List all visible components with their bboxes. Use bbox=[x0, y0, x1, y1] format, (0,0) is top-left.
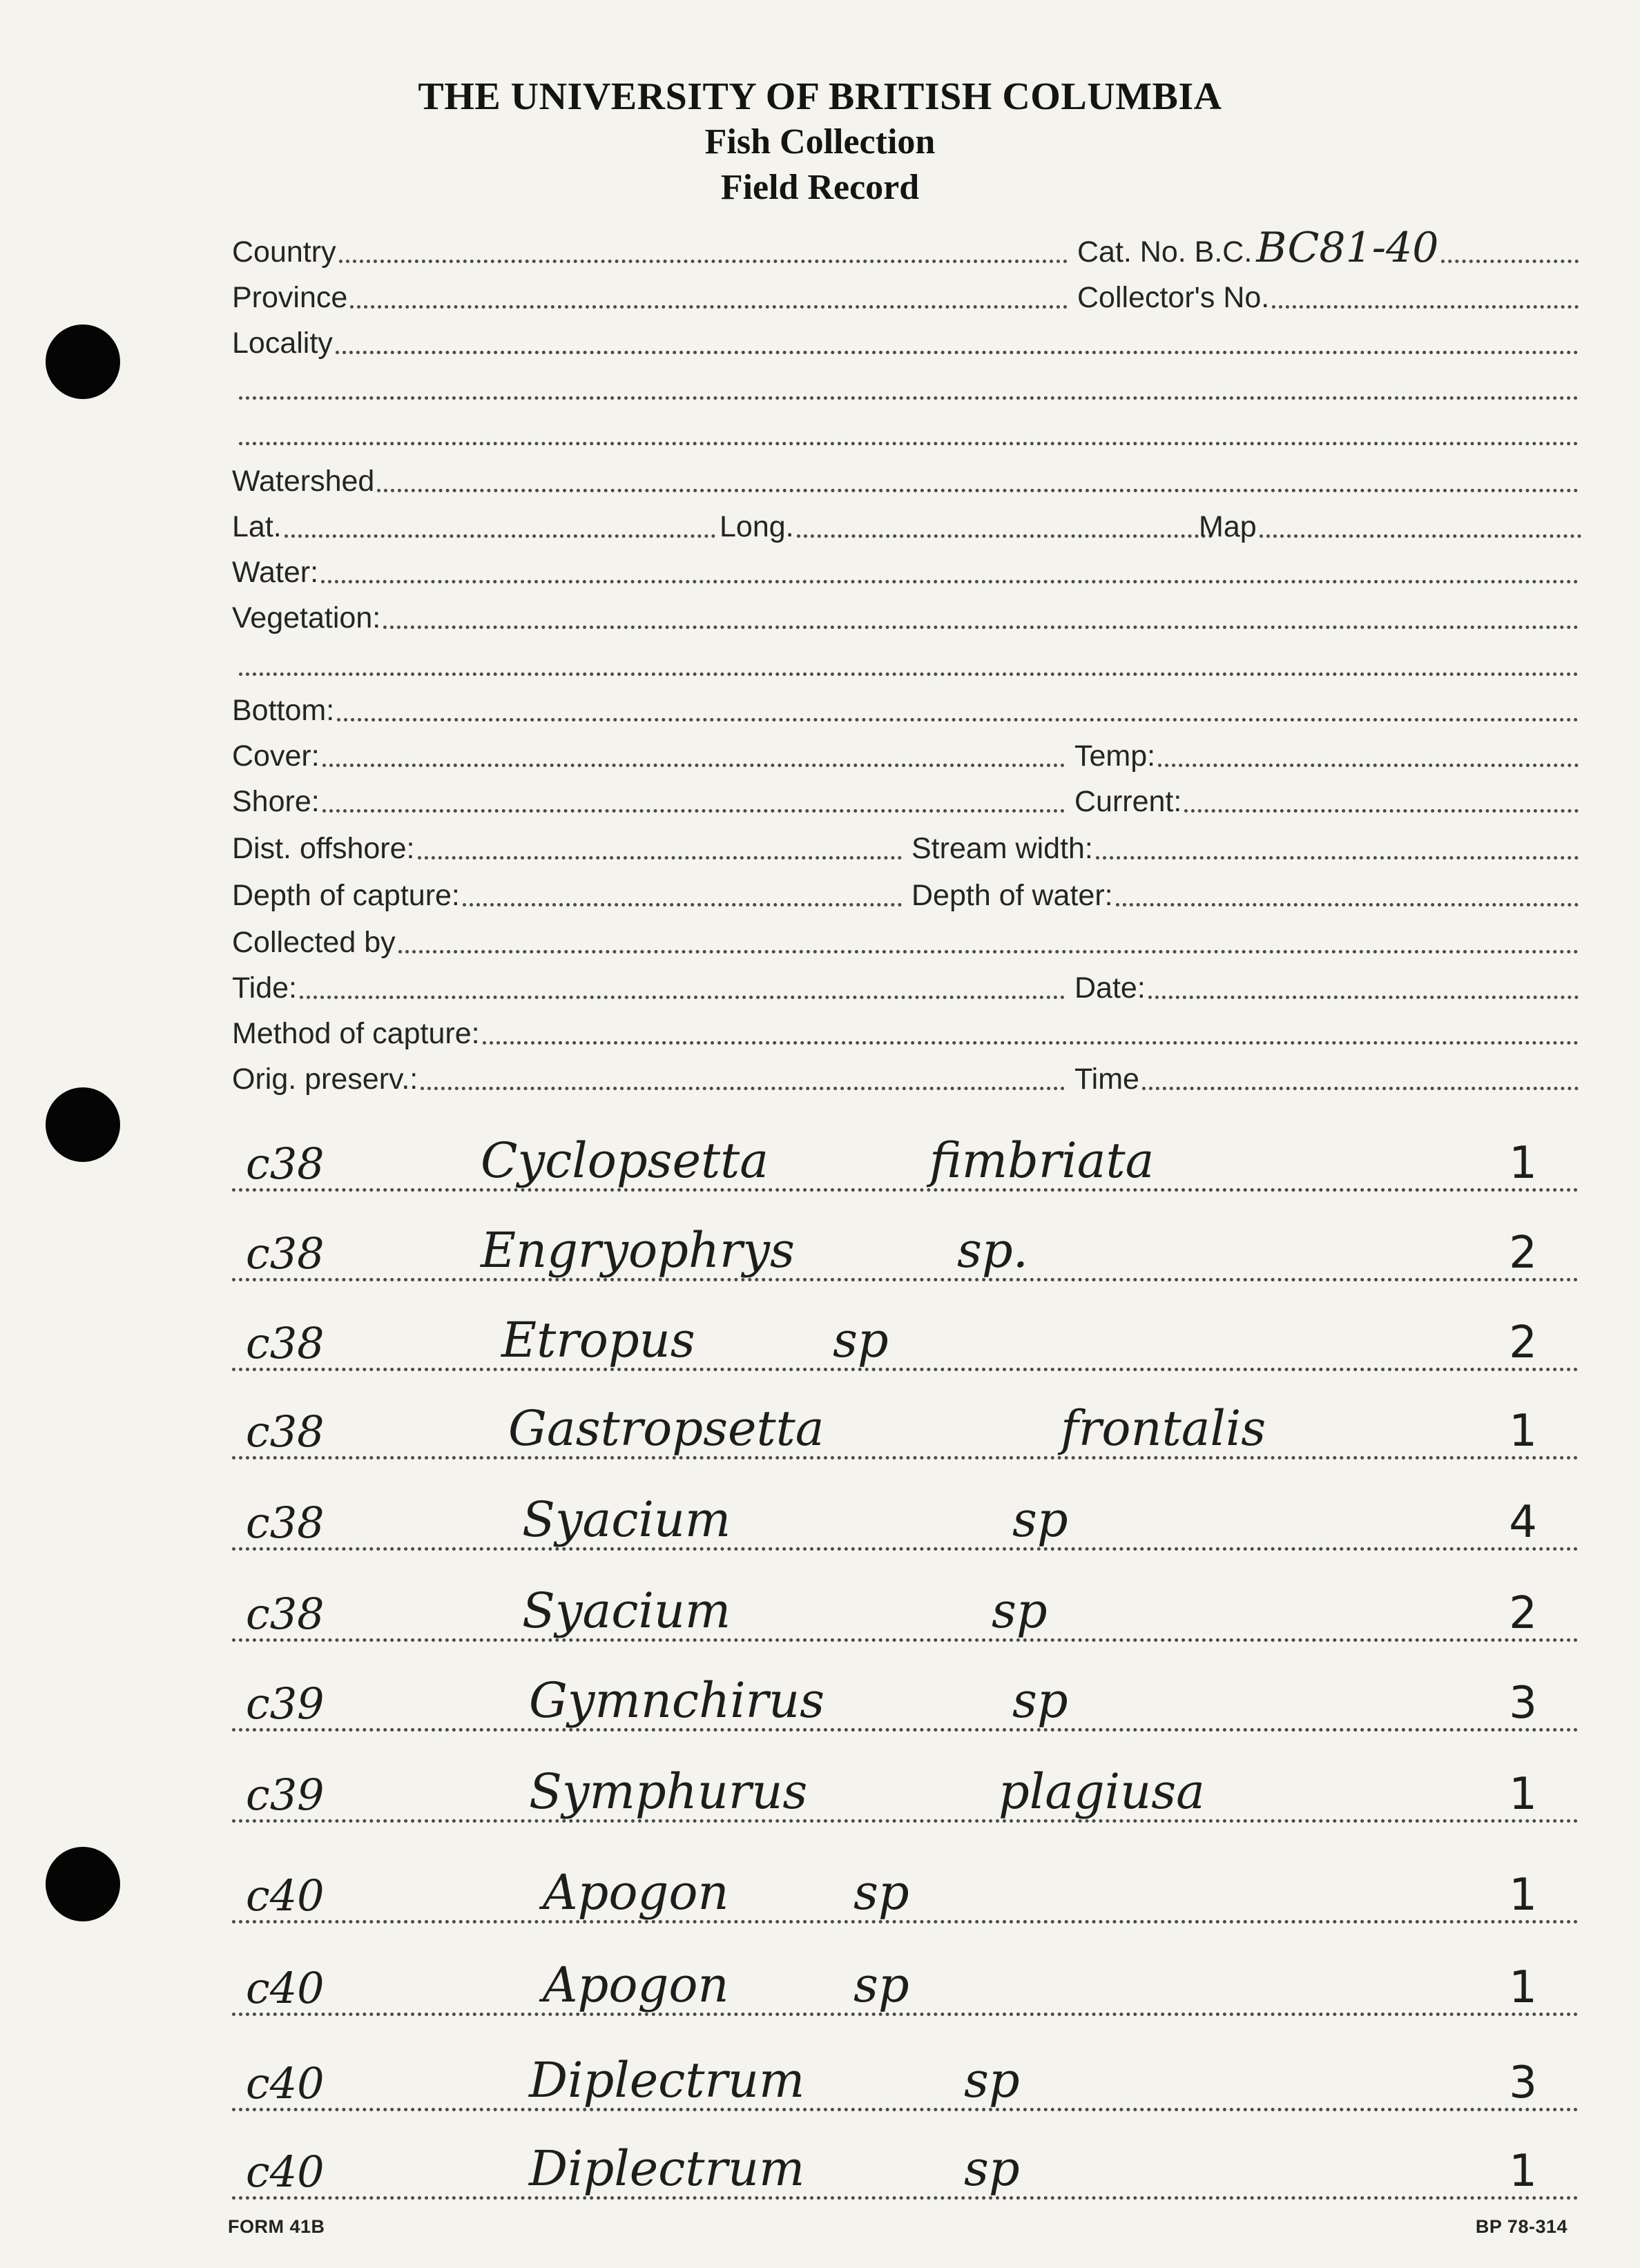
station-code: c38 bbox=[246, 1498, 325, 1548]
vegetation-label: Vegetation: bbox=[232, 601, 381, 634]
depth-capture-label: Depth of capture: bbox=[232, 879, 460, 912]
station-code: c40 bbox=[246, 2146, 325, 2197]
cat-no-field[interactable] bbox=[1077, 224, 1579, 272]
bottom-label: Bottom: bbox=[232, 694, 335, 727]
depth-water-label: Depth of water: bbox=[911, 879, 1113, 912]
specimen-count: 2 bbox=[1509, 1317, 1537, 1368]
specimen-count: 3 bbox=[1509, 2057, 1537, 2109]
species-name: sp bbox=[1012, 1491, 1068, 1548]
stream-width-field[interactable] bbox=[911, 827, 1579, 866]
collected-by-label: Collected by bbox=[232, 926, 396, 959]
tide-field[interactable] bbox=[232, 967, 1065, 1005]
row-collected-by bbox=[232, 921, 1579, 960]
specimen-entry bbox=[232, 2133, 1579, 2200]
species-name: sp. bbox=[957, 1222, 1028, 1279]
genus-name: Gastropsetta bbox=[508, 1400, 824, 1457]
genus-name: Syacium bbox=[522, 1582, 731, 1639]
specimen-count: 1 bbox=[1509, 1769, 1537, 1820]
specimen-entry bbox=[232, 1393, 1579, 1460]
watershed-field[interactable] bbox=[232, 460, 1579, 498]
long-field[interactable] bbox=[720, 505, 1213, 544]
specimen-count: 4 bbox=[1509, 1497, 1537, 1548]
specimen-count: 1 bbox=[1509, 1138, 1537, 1189]
species-name: fimbriata bbox=[929, 1132, 1155, 1189]
species-name: sp bbox=[853, 1864, 909, 1921]
country-field[interactable] bbox=[232, 231, 1068, 269]
genus-name: Gymnchirus bbox=[529, 1672, 825, 1729]
orig-preserv-label: Orig. preserv.: bbox=[232, 1063, 418, 1096]
vegetation-line-2[interactable] bbox=[232, 643, 1579, 682]
specimen-count: 1 bbox=[1509, 2146, 1537, 2197]
locality-line-2[interactable] bbox=[232, 367, 1579, 406]
genus-name: Cyclopsetta bbox=[481, 1132, 769, 1189]
specimen-count: 1 bbox=[1509, 1962, 1537, 2013]
dist-offshore-label: Dist. offshore: bbox=[232, 832, 415, 865]
specimen-entry bbox=[232, 1125, 1579, 1192]
genus-name: Engryophrys bbox=[481, 1222, 795, 1279]
locality-field[interactable] bbox=[232, 322, 1579, 360]
specimen-entry bbox=[232, 1576, 1579, 1642]
species-name: sp bbox=[992, 1582, 1048, 1639]
current-field[interactable] bbox=[1074, 780, 1579, 819]
cover-field[interactable] bbox=[232, 735, 1065, 773]
row-locality bbox=[232, 322, 1579, 360]
station-code: c38 bbox=[246, 1138, 325, 1189]
station-code: c38 bbox=[246, 1406, 325, 1457]
water-field[interactable] bbox=[232, 551, 1579, 590]
locality-label: Locality bbox=[232, 327, 333, 360]
station-code: c40 bbox=[246, 2058, 325, 2109]
binder-hole-bottom bbox=[46, 1847, 120, 1921]
specimen-entry bbox=[232, 1484, 1579, 1551]
row-province bbox=[232, 276, 1579, 315]
row-dist-offshore bbox=[232, 827, 1579, 866]
temp-field[interactable] bbox=[1074, 735, 1579, 773]
locality-line-3[interactable] bbox=[232, 413, 1579, 452]
province-label: Province bbox=[232, 281, 348, 314]
station-code: c38 bbox=[246, 1228, 325, 1279]
depth-water-field[interactable] bbox=[911, 874, 1579, 913]
vegetation-field[interactable] bbox=[232, 597, 1579, 635]
row-vegetation bbox=[232, 597, 1579, 635]
genus-name: Syacium bbox=[522, 1491, 731, 1548]
row-preserv bbox=[232, 1058, 1579, 1096]
date-field[interactable] bbox=[1074, 967, 1579, 1005]
genus-name: Symphurus bbox=[529, 1763, 808, 1820]
date-label: Date: bbox=[1074, 971, 1146, 1005]
collector-no-label: Collector's No. bbox=[1077, 281, 1270, 314]
orig-preserv-field[interactable] bbox=[232, 1058, 1065, 1096]
station-code: c38 bbox=[246, 1318, 325, 1368]
shore-label: Shore: bbox=[232, 785, 320, 818]
station-code: c39 bbox=[246, 1678, 325, 1729]
row-depth bbox=[232, 874, 1579, 913]
specimen-entry bbox=[232, 1665, 1579, 1732]
cat-no-label: Cat. No. B.C. bbox=[1077, 235, 1253, 269]
specimen-count: 1 bbox=[1509, 1406, 1537, 1457]
row-watershed bbox=[232, 460, 1579, 498]
method-field[interactable] bbox=[232, 1012, 1579, 1051]
species-name: sp bbox=[1012, 1672, 1068, 1729]
water-label: Water: bbox=[232, 556, 319, 589]
species-name: sp bbox=[833, 1312, 889, 1368]
row-country bbox=[232, 224, 1579, 272]
species-name: frontalis bbox=[1061, 1400, 1266, 1457]
specimen-count: 2 bbox=[1509, 1588, 1537, 1639]
species-name: sp bbox=[964, 2140, 1020, 2197]
genus-name: Diplectrum bbox=[529, 2052, 805, 2109]
tide-label: Tide: bbox=[232, 971, 297, 1005]
row-shore bbox=[232, 780, 1579, 819]
collection-title: Fish Collection bbox=[704, 122, 936, 162]
country-label: Country bbox=[232, 235, 336, 269]
province-field[interactable] bbox=[232, 276, 1068, 315]
binder-hole-top bbox=[46, 324, 120, 399]
station-code: c38 bbox=[246, 1589, 325, 1639]
map-label: Map bbox=[1199, 510, 1257, 543]
current-label: Current: bbox=[1074, 785, 1182, 818]
row-tide bbox=[232, 967, 1579, 1005]
time-field[interactable] bbox=[1074, 1058, 1579, 1096]
station-code: c40 bbox=[246, 1963, 325, 2013]
watershed-label: Watershed bbox=[232, 465, 375, 498]
lat-field[interactable] bbox=[232, 505, 715, 544]
collected-by-field[interactable] bbox=[232, 921, 1579, 960]
station-code: c40 bbox=[246, 1870, 325, 1921]
specimen-count: 2 bbox=[1509, 1228, 1537, 1279]
row-locality-3 bbox=[232, 413, 1579, 452]
long-label: Long. bbox=[720, 510, 794, 543]
shore-field[interactable] bbox=[232, 780, 1065, 819]
cat-no-value: BC81-40 bbox=[1256, 224, 1439, 272]
genus-name: Etropus bbox=[501, 1312, 695, 1368]
row-lat-long bbox=[232, 505, 1579, 544]
institution-title: THE UNIVERSITY OF BRITISH COLUMBIA bbox=[418, 75, 1222, 118]
specimen-entry bbox=[232, 2045, 1579, 2111]
row-method bbox=[232, 1012, 1579, 1051]
specimen-entry bbox=[232, 1857, 1579, 1923]
station-code: c39 bbox=[246, 1770, 325, 1820]
specimen-entry bbox=[232, 1305, 1579, 1371]
specimen-entry bbox=[232, 1950, 1579, 2016]
genus-name: Apogon bbox=[543, 1864, 729, 1921]
stream-width-label: Stream width: bbox=[911, 832, 1093, 865]
row-cover bbox=[232, 735, 1579, 773]
specimen-entry bbox=[232, 1756, 1579, 1823]
specimen-entry bbox=[232, 1215, 1579, 1281]
species-name: sp bbox=[853, 1957, 909, 2013]
row-locality-2 bbox=[232, 367, 1579, 406]
dist-offshore-field[interactable] bbox=[232, 827, 902, 866]
depth-capture-field[interactable] bbox=[232, 874, 902, 913]
species-name: plagiusa bbox=[999, 1763, 1205, 1820]
method-label: Method of capture: bbox=[232, 1017, 480, 1050]
specimen-count: 3 bbox=[1509, 1678, 1537, 1729]
species-name: sp bbox=[964, 2052, 1020, 2109]
map-field[interactable] bbox=[1199, 505, 1581, 544]
time-label: Time bbox=[1074, 1063, 1139, 1096]
form-number: FORM 41B bbox=[228, 2216, 325, 2237]
print-code: BP 78-314 bbox=[1475, 2216, 1567, 2237]
row-bottom bbox=[232, 689, 1579, 728]
temp-label: Temp: bbox=[1074, 739, 1156, 773]
collector-no-field[interactable] bbox=[1077, 276, 1579, 315]
bottom-field[interactable] bbox=[232, 689, 1579, 728]
binder-hole-middle bbox=[46, 1087, 120, 1162]
row-vegetation-2 bbox=[232, 643, 1579, 682]
specimen-count: 1 bbox=[1509, 1870, 1537, 1921]
lat-label: Lat. bbox=[232, 510, 282, 543]
record-title: Field Record bbox=[720, 168, 920, 207]
genus-name: Diplectrum bbox=[529, 2140, 805, 2197]
cover-label: Cover: bbox=[232, 739, 320, 773]
genus-name: Apogon bbox=[543, 1957, 729, 2013]
row-water bbox=[232, 551, 1579, 590]
